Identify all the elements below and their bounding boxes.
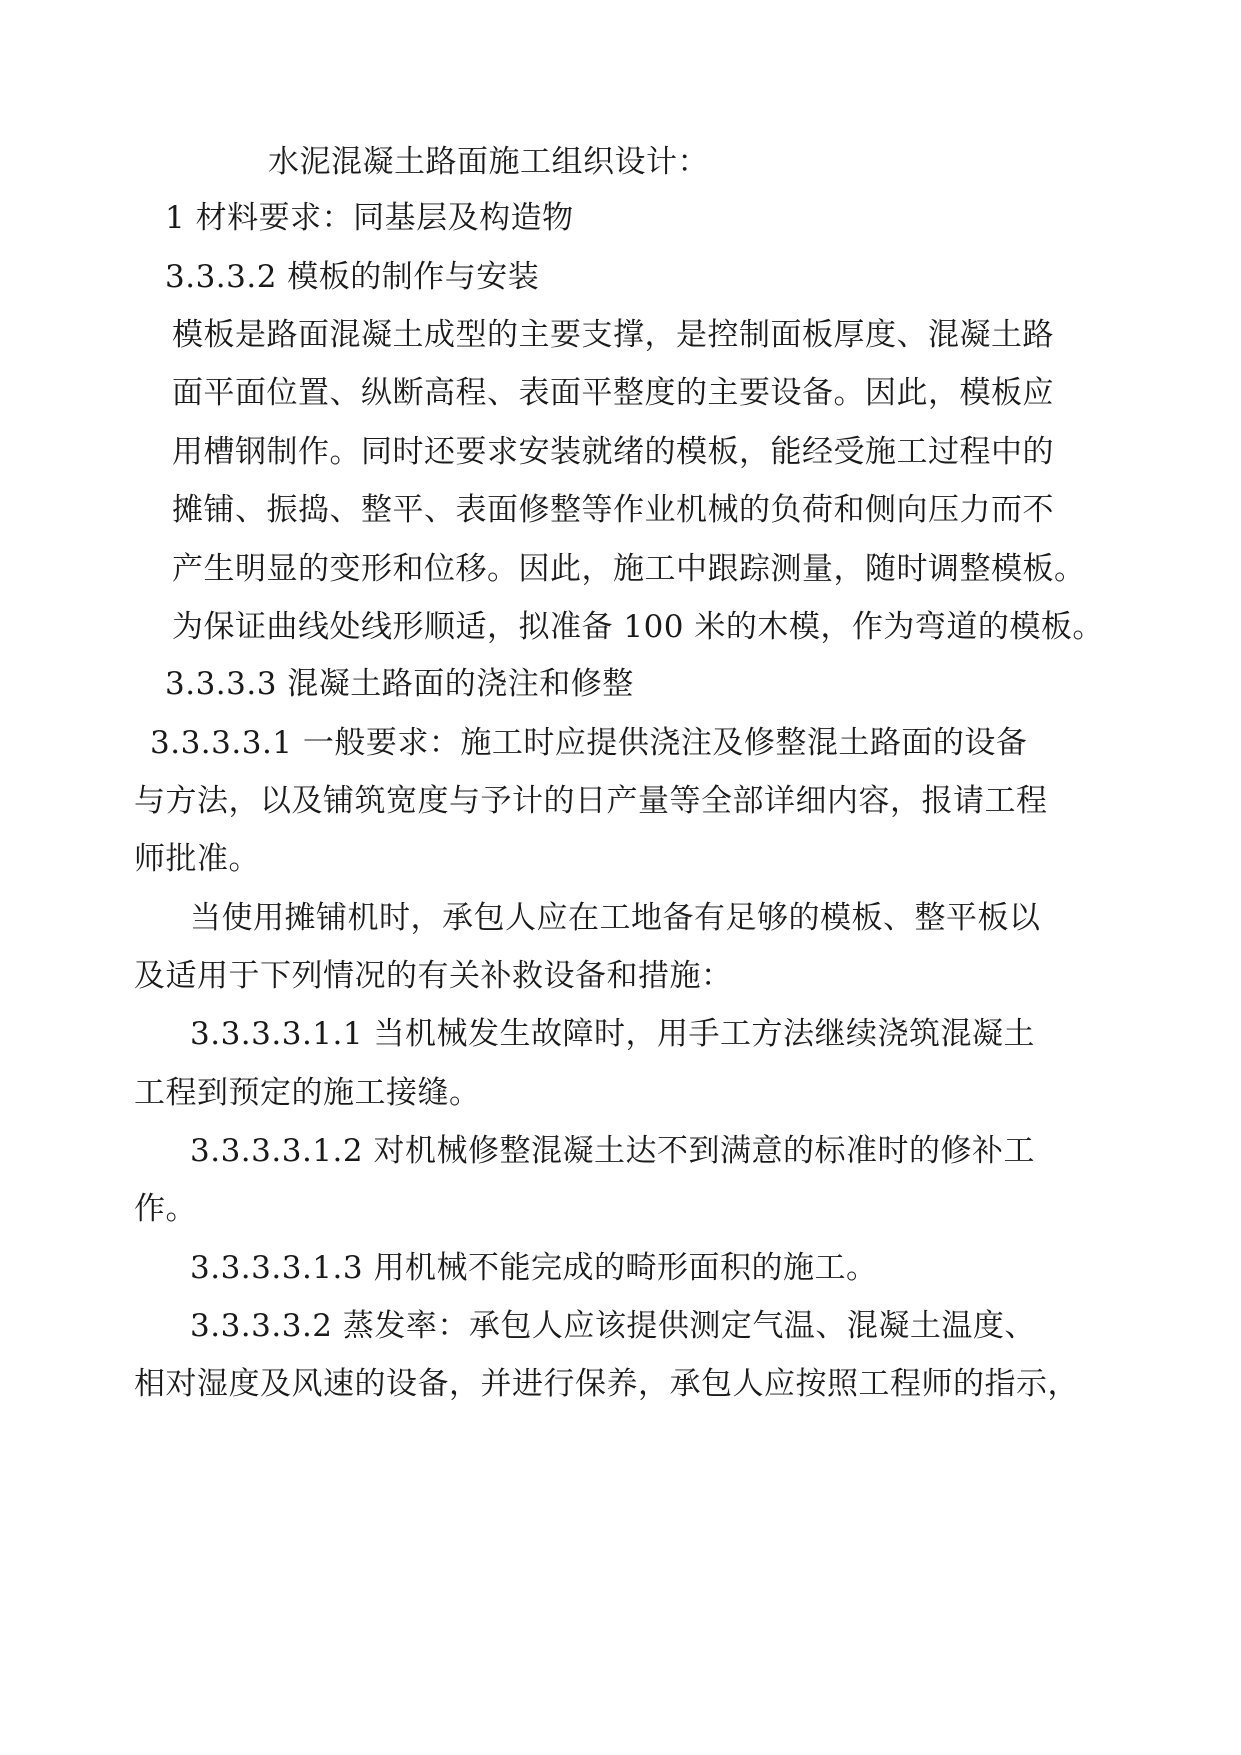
paragraph-line: 摊铺、振捣、整平、表面修整等作业机械的负荷和侧向压力而不 — [172, 492, 1054, 528]
paragraph-line: 3.3.3.3.1.2 对机械修整混凝土达不到满意的标准时的修补工 — [190, 1133, 1035, 1169]
paragraph-line: 模板是路面混凝土成型的主要支撑，是控制面板厚度、混凝土路 — [172, 317, 1054, 353]
paragraph-line: 3.3.3.3.1 一般要求：施工时应提供浇注及修整混土路面的设备 — [150, 725, 1028, 761]
paragraph-line: 相对湿度及风速的设备，并进行保养，承包人应按照工程师的指示， — [134, 1366, 1079, 1402]
section-heading: 3.3.3.2 模板的制作与安装 — [165, 259, 540, 295]
paragraph-line: 与方法，以及铺筑宽度与予计的日产量等全部详细内容，报请工程 — [134, 783, 1048, 819]
paragraph-line: 3.3.3.3.2 蒸发率：承包人应该提供测定气温、混凝土温度、 — [190, 1308, 1036, 1344]
paragraph-line: 当使用摊铺机时，承包人应在工地备有足够的模板、整平板以 — [190, 900, 1041, 936]
document-title: 水泥混凝土路面施工组织设计： — [268, 144, 709, 180]
paragraph-line: 师批准。 — [134, 841, 260, 877]
paragraph-line: 用槽钢制作。同时还要求安装就绪的模板，能经受施工过程中的 — [172, 434, 1054, 470]
section-heading: 3.3.3.3 混凝土路面的浇注和修整 — [165, 666, 634, 702]
paragraph-line: 3.3.3.3.1.1 当机械发生故障时，用手工方法继续浇筑混凝土 — [190, 1016, 1035, 1052]
paragraph-line: 工程到预定的施工接缝。 — [134, 1075, 481, 1111]
paragraph-line: 产生明显的变形和位移。因此，施工中跟踪测量，随时调整模板。 — [172, 551, 1086, 587]
paragraph-line: 为保证曲线处线形顺适，拟准备 100 米的木模，作为弯道的模板。 — [172, 609, 1104, 645]
paragraph-line: 3.3.3.3.1.3 用机械不能完成的畸形面积的施工。 — [190, 1250, 878, 1286]
text-line: 1 材料要求：同基层及构造物 — [165, 200, 574, 236]
paragraph-line: 及适用于下列情况的有关补救设备和措施： — [134, 958, 733, 994]
paragraph-line: 面平面位置、纵断高程、表面平整度的主要设备。因此，模板应 — [172, 375, 1054, 411]
paragraph-line: 作。 — [134, 1191, 197, 1227]
